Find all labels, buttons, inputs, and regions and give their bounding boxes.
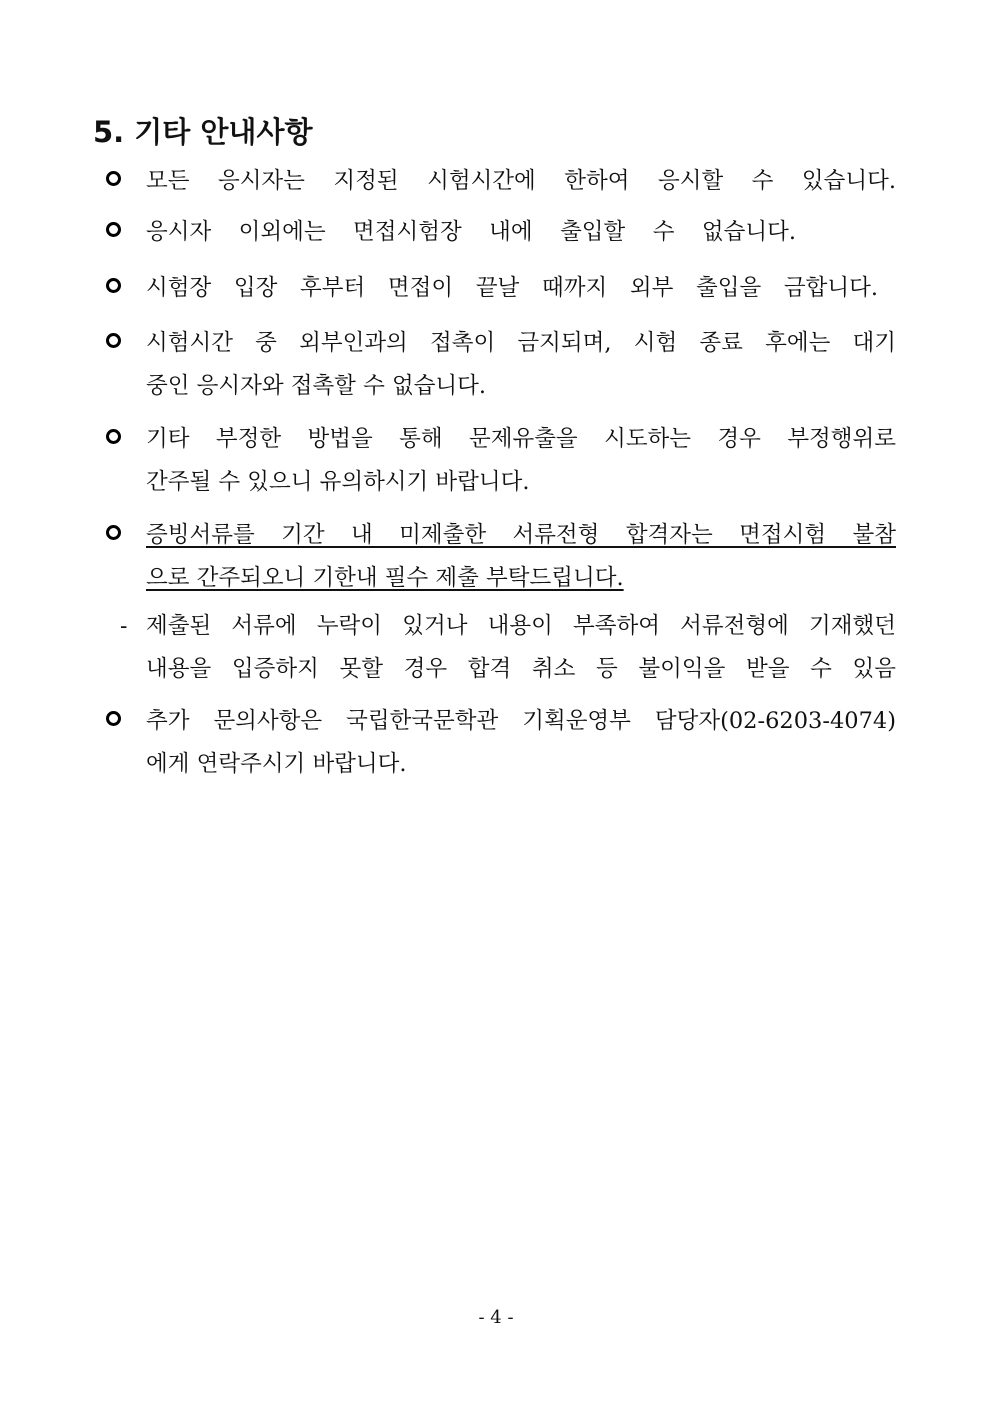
notice-line: 시험시간 중 외부인과의 접촉이 금지되며, 시험 종료 후에는 대기	[146, 330, 896, 356]
notice-text	[146, 267, 878, 310]
notice-text	[146, 418, 896, 504]
notice-line: 간주될 수 있으니 유의하시기 바랍니다.	[146, 469, 530, 495]
notice-line: 내용을 입증하지 못할 경우 합격 취소 등 불이익을 받을 수 있음	[146, 656, 896, 682]
notice-line: 제출된 서류에 누락이 있거나 내용이 부족하여 서류전형에 기재했던	[146, 613, 896, 639]
notice-text	[146, 605, 896, 691]
notice-line: 모든 응시자는 지정된 시험시간에 한하여 응시할 수 있습니다.	[146, 168, 896, 194]
circle-bullet-icon	[106, 171, 121, 186]
notice-text	[146, 160, 896, 203]
notice-text	[146, 700, 896, 786]
notice-line: 추가 문의사항은 국립한국문학관 기획운영부 담당자(02-6203-4074)	[146, 708, 896, 734]
dash-marker: -	[120, 614, 128, 639]
notice-item	[106, 160, 896, 203]
notice-text	[146, 322, 896, 408]
notice-line: 중인 응시자와 접촉할 수 없습니다.	[146, 373, 487, 399]
notice-line: 기타 부정한 방법을 통해 문제유출을 시도하는 경우 부정행위로	[146, 426, 896, 452]
notice-text	[146, 514, 896, 600]
notice-sub-item	[106, 605, 896, 691]
page-number: - 4 -	[478, 1307, 514, 1328]
circle-bullet-icon	[106, 222, 121, 237]
notice-line-wrapper	[146, 557, 896, 600]
notice-item	[106, 418, 896, 504]
notice-item	[106, 211, 796, 254]
circle-bullet-icon	[106, 711, 121, 726]
circle-bullet-icon	[106, 429, 121, 444]
notice-line-underlined: 으로 간주되오니 기한내 필수 제출 부탁드립니다.	[146, 565, 624, 591]
circle-bullet-icon	[106, 333, 121, 348]
circle-bullet-icon	[106, 278, 121, 293]
section-title: 5. 기타 안내사항	[93, 115, 313, 149]
notice-line: 응시자 이외에는 면접시험장 내에 출입할 수 없습니다.	[146, 219, 796, 245]
notice-text	[146, 211, 796, 254]
circle-bullet-icon	[106, 525, 121, 540]
notice-item	[106, 700, 896, 786]
notice-item-emphasized	[106, 514, 896, 600]
notice-item	[106, 267, 878, 310]
notice-line-underlined: 증빙서류를 기간 내 미제출한 서류전형 합격자는 면접시험 불참	[146, 522, 896, 548]
notice-line: 시험장 입장 후부터 면접이 끝날 때까지 외부 출입을 금합니다.	[146, 275, 878, 301]
notice-line: 에게 연락주시기 바랍니다.	[146, 751, 407, 777]
notice-item	[106, 322, 896, 408]
